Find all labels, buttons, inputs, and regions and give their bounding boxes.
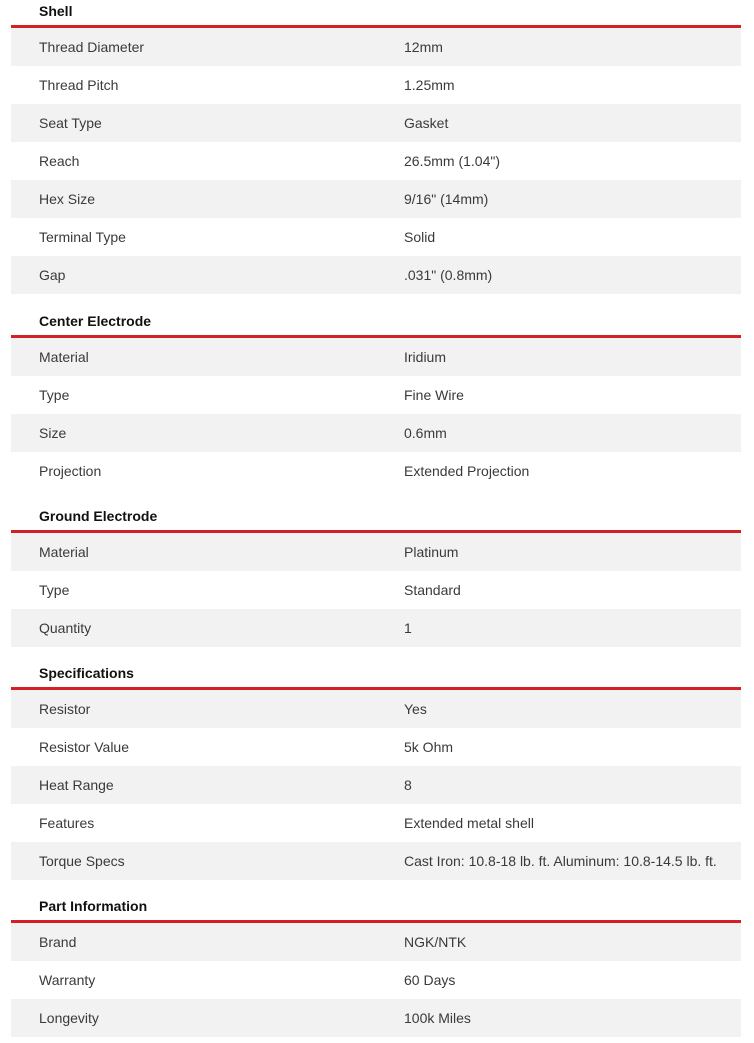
spec-row-brand (11, 923, 741, 961)
spec-label: Features (39, 815, 95, 831)
spec-value: Fine Wire (404, 387, 464, 403)
spec-label: Projection (39, 463, 102, 479)
spec-row-heat-range (11, 766, 741, 804)
section-title: Part Information (39, 898, 148, 914)
spec-value: Yes (404, 701, 427, 717)
spec-value: Extended metal shell (404, 815, 534, 831)
spec-label: Thread Pitch (39, 77, 119, 93)
spec-label: Resistor Value (39, 739, 130, 755)
spec-value: 1 (404, 620, 412, 636)
spec-row-reach (11, 142, 741, 180)
spec-value: 9/16" (14mm) (404, 191, 489, 207)
spec-row-features (11, 804, 741, 842)
spec-label: Reach (39, 153, 80, 169)
spec-row-type (11, 376, 741, 414)
spec-row-longevity (11, 999, 741, 1037)
spec-row-resistor-value (11, 728, 741, 766)
spec-row-warranty (11, 961, 741, 999)
spec-value: 60 Days (404, 972, 456, 988)
spec-label: Material (39, 349, 89, 365)
spec-value: 1.25mm (404, 77, 455, 93)
spec-label: Gap (39, 267, 66, 283)
spec-value: Cast Iron: 10.8-18 lb. ft. Aluminum: 10.8-14.5 lb. ft. (404, 853, 717, 869)
spec-label: Size (39, 425, 67, 441)
spec-row-quantity (11, 609, 741, 647)
spec-row-gap (11, 256, 741, 294)
section-title: Center Electrode (39, 313, 152, 329)
section-title: Specifications (39, 665, 134, 681)
spec-value: NGK/NTK (404, 934, 467, 950)
spec-row-resistor (11, 690, 741, 728)
spec-value: Platinum (404, 544, 459, 560)
spec-value: Solid (404, 229, 436, 245)
spec-value: 26.5mm (1.04") (404, 153, 501, 169)
spec-row-material (11, 338, 741, 376)
spec-row-projection (11, 452, 741, 490)
spec-row-type (11, 571, 741, 609)
spec-label: Type (39, 582, 70, 598)
spec-label: Material (39, 544, 89, 560)
spec-label: Heat Range (39, 777, 114, 793)
section-header-specifications (11, 647, 741, 690)
spec-value: 8 (404, 777, 412, 793)
spec-label: Thread Diameter (39, 39, 145, 55)
spec-label: Terminal Type (39, 229, 126, 245)
section-title: Shell (39, 3, 73, 19)
spec-value: Gasket (404, 115, 449, 131)
section-header-part-information (11, 880, 741, 923)
spec-value: .031" (0.8mm) (404, 267, 493, 283)
spec-row-seat-type (11, 104, 741, 142)
section-header-shell (11, 0, 741, 28)
spec-label: Seat Type (39, 115, 102, 131)
spec-value: Extended Projection (404, 463, 530, 479)
spec-value: Standard (404, 582, 461, 598)
section-title: Ground Electrode (39, 508, 158, 524)
spec-row-size (11, 414, 741, 452)
spec-row-thread-pitch (11, 66, 741, 104)
spec-row-torque-specs (11, 842, 741, 880)
spec-label: Quantity (39, 620, 92, 636)
spec-value: 12mm (404, 39, 443, 55)
spec-value: Iridium (404, 349, 447, 365)
spec-row-terminal-type (11, 218, 741, 256)
spec-row-material (11, 533, 741, 571)
spec-label: Hex Size (39, 191, 96, 207)
spec-row-hex-size (11, 180, 741, 218)
section-header-ground-electrode (11, 490, 741, 533)
spec-value: 5k Ohm (404, 739, 454, 755)
spec-label: Resistor (39, 701, 91, 717)
spec-label: Brand (39, 934, 77, 950)
section-header-center-electrode (11, 295, 741, 338)
spec-label: Longevity (39, 1010, 99, 1026)
spec-label: Warranty (39, 972, 96, 988)
spec-row-thread-diameter (11, 28, 741, 66)
spec-label: Torque Specs (39, 853, 125, 869)
spec-label: Type (39, 387, 70, 403)
spec-value: 0.6mm (404, 425, 447, 441)
spec-value: 100k Miles (404, 1010, 471, 1026)
